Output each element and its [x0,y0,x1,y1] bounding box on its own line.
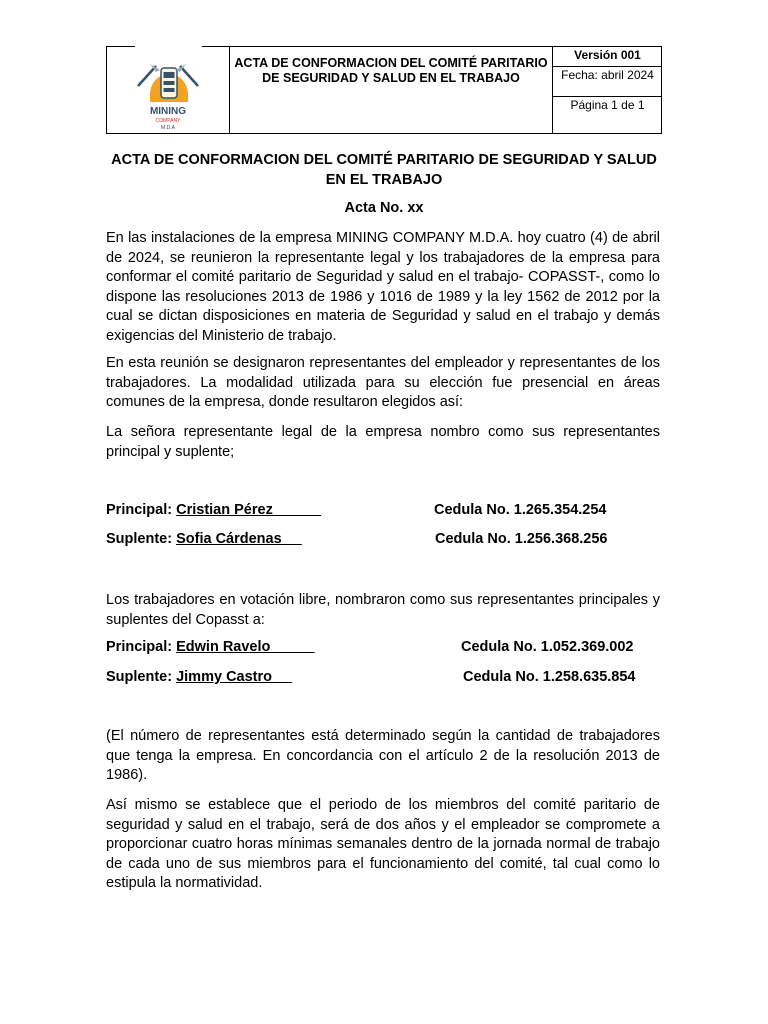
worker-principal [106,639,315,655]
paragraph-legal-rep: La señora representante legal de la empresa nombro como sus representantes principal y suplente; [106,424,660,460]
role-label: Principal: [106,502,173,518]
header-title: ACTA DE CONFORMACION DEL COMITÉ PARITARIO DE SEGURIDAD Y SALUD EN EL TRABAJO [234,56,548,85]
employer-principal-cedula: Cedula No. 1.265.354.254 [434,502,607,518]
logo-cell [106,46,229,134]
rep-name: Cristian Pérez [176,502,322,518]
logo-name: MINING [149,106,187,117]
role-label: Suplente: [106,669,173,685]
paragraph-period: Así mismo se establece que el periodo de los miembros del comité paritario de seguridad y salud en el trabajo, será de dos años y el empleador se compromete a proporcionar cuatro horas mínimas semanales dentro de la jornada normal de trabajo de cada uno de sus miembros para el funcionamiento del comité, tal cual como lo estipula la normatividad. [106,797,660,891]
version-label: Versión 001 [574,48,641,62]
role-label: Principal: [106,639,173,655]
paragraph-designation: En esta reunión se designaron representantes del empleador y representantes de los trabajadores. La modalidad utilizada para su elección fue presencial en áreas comunes de la empresa, donde resultaron elegidos así: [106,355,660,410]
paragraph-workers-vote: Los trabajadores en votación libre, nombraron como sus representantes principales y suplentes del Copasst a: [106,592,660,628]
logo-abbr: M.D.A [161,125,175,131]
worker-substitute [106,669,292,685]
acta-number: Acta No. xx [344,200,424,216]
worker-principal-cedula: Cedula No. 1.052.369.002 [461,639,634,655]
employer-substitute [106,531,302,547]
mining-company-logo [106,46,229,134]
paragraph-intro: En las instalaciones de la empresa MINING COMPANY M.D.A. hoy cuatro (4) de abril de 2024, se reunieron la representante legal y los trabajadores de la empresa para conformar el comité paritario de Seguridad y salud en el trabajo- COPASST-, como lo dispone las resoluciones 2013 de 1986 y 1016 de 1989 y la ley 1562 de 2012 por la cual se dictan disposiciones en materia de Seguridad y salud en el trabajo y demás exigencias del Ministerio de trabajo. [106,230,660,344]
role-label: Suplente: [106,531,173,547]
paragraph-rep-count: (El número de representantes está determinado según la cantidad de trabajadores que tenga la empresa. En concordancia con el artículo 2 de la resolución 2013 de 1986). [106,728,660,783]
logo-sub: COMPANY [155,118,181,124]
rep-name: Edwin Ravelo [176,639,315,655]
page-label: Página 1 de 1 [570,98,645,112]
rep-name: Sofia Cárdenas [176,531,302,547]
worker-substitute-cedula: Cedula No. 1.258.635.854 [463,669,636,685]
document-title: ACTA DE CONFORMACION DEL COMITÉ PARITARIO DE SEGURIDAD Y SALUD EN EL TRABAJO [111,152,657,188]
document-header [106,46,662,134]
rep-name: Jimmy Castro [176,669,293,685]
date-label: Fecha: abril 2024 [561,68,654,82]
employer-substitute-cedula: Cedula No. 1.256.368.256 [435,531,608,547]
employer-principal [106,502,321,518]
